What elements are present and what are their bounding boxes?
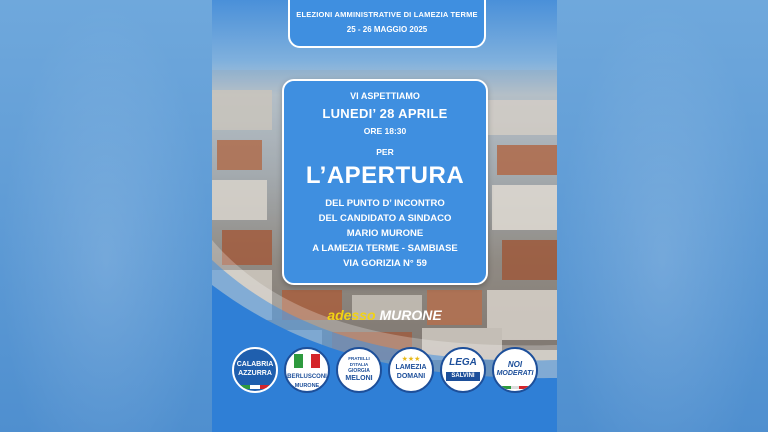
logo-text: GIORGIA	[348, 368, 370, 374]
logo-text: CALABRIA	[236, 361, 274, 368]
flag-icon	[294, 354, 320, 368]
lega-logo	[440, 347, 486, 393]
election-dates: 25 - 26 MAGGIO 2025	[346, 25, 428, 34]
fratelli-ditalia-logo	[336, 347, 382, 393]
tricolor-stripe-icon	[502, 385, 528, 391]
logo-text: AZZURRA	[238, 370, 272, 377]
invitation-box	[282, 79, 488, 285]
logo-text: MELONI	[345, 375, 373, 382]
candidate-name: MARIO MURONE	[346, 228, 424, 239]
event-date: LUNEDI’ 28 APRILE	[322, 106, 448, 121]
tricolor-icon	[240, 383, 270, 391]
logo-text: NOI	[507, 360, 523, 369]
calabria-azzurra-logo	[232, 347, 278, 393]
noi-moderati-logo	[492, 347, 538, 393]
election-header-box	[288, 0, 486, 48]
event-address: VIA GORIZIA N° 59	[343, 258, 427, 269]
campaign-poster	[212, 0, 557, 432]
logo-text: MURONE	[294, 383, 320, 389]
event-details	[284, 196, 486, 271]
logo-text: MODERATI	[496, 370, 534, 377]
logo-text: LAMEZIA	[395, 364, 427, 371]
logo-text: DOMANI	[396, 373, 426, 380]
blurred-background-right	[557, 0, 768, 432]
slogan-adesso: adesso	[327, 307, 376, 323]
detail-line: DEL CANDIDATO A SINDACO	[318, 213, 452, 224]
detail-line: DEL PUNTO D’ INCONTRO	[325, 198, 445, 209]
slogan-murone: MURONE	[379, 307, 442, 323]
party-logos-row	[232, 347, 542, 397]
campaign-slogan	[212, 307, 557, 323]
election-title: ELEZIONI AMMINISTRATIVE DI LAMEZIA TERME	[296, 10, 478, 19]
event-headline: L’APERTURA	[305, 162, 465, 189]
stars-icon: ★★★	[401, 356, 421, 363]
logo-text: LEGA	[449, 357, 477, 368]
lamezia-domani-logo	[388, 347, 434, 393]
logo-text: SALVINI	[446, 372, 480, 381]
logo-text: D'ITALIA	[349, 362, 369, 367]
forza-italia-logo	[284, 347, 330, 393]
logo-text: BERLUSCONI	[287, 374, 327, 380]
logo-text: FRATELLI	[348, 356, 370, 361]
invite-per: PER	[376, 147, 394, 157]
invite-intro: VI ASPETTIAMO	[350, 91, 420, 101]
event-location: A LAMEZIA TERME - SAMBIASE	[312, 243, 458, 254]
blurred-background-left	[0, 0, 212, 432]
event-time: ORE 18:30	[363, 126, 407, 136]
